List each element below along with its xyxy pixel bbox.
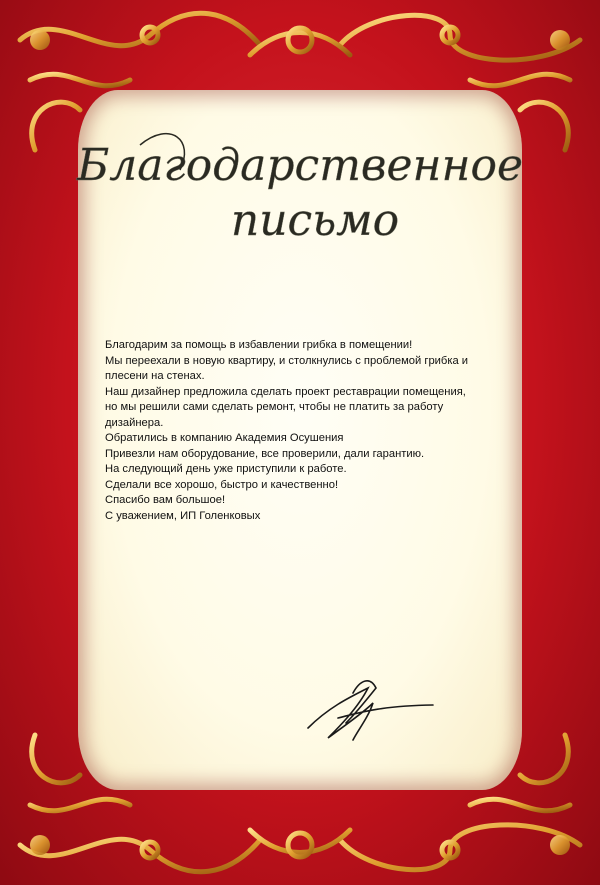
right-pillar <box>532 150 548 740</box>
title-line-2: письмо <box>230 195 400 246</box>
letter-line: На следующий день уже приступили к работе. <box>105 463 347 475</box>
letter-body <box>105 338 505 524</box>
left-pillar <box>52 150 68 740</box>
letter-line: Сделали все хорошо, быстро и качественно! <box>105 478 339 491</box>
letter-line: С уважением, ИП Голенковых <box>105 509 261 522</box>
title-line-1: Благодарственное <box>76 140 524 191</box>
certificate-title <box>76 110 524 270</box>
letter-line: Привезли нам оборудование, все проверили, дали гарантию. <box>105 447 425 460</box>
letter-line: плесени на стенах. <box>105 370 205 382</box>
letter-line: Спасибо вам большое! <box>105 494 226 506</box>
letter-line: Благодарим за помощь в избавлении грибка в помещении! <box>105 339 413 351</box>
letter-line: Обратились в компанию Академия Осушения <box>105 432 344 444</box>
letter-line: но мы решили сами сделать ремонт, чтобы не платить за работу <box>105 401 444 413</box>
letter-line: дизайнера. <box>105 416 164 429</box>
letter-line: Мы переехали в новую квартиру, и столкнулись с проблемой грибка и <box>105 354 469 367</box>
letter-line: Наш дизайнер предложила сделать проект реставрации помещения, <box>105 385 466 398</box>
signature-icon <box>298 668 438 748</box>
